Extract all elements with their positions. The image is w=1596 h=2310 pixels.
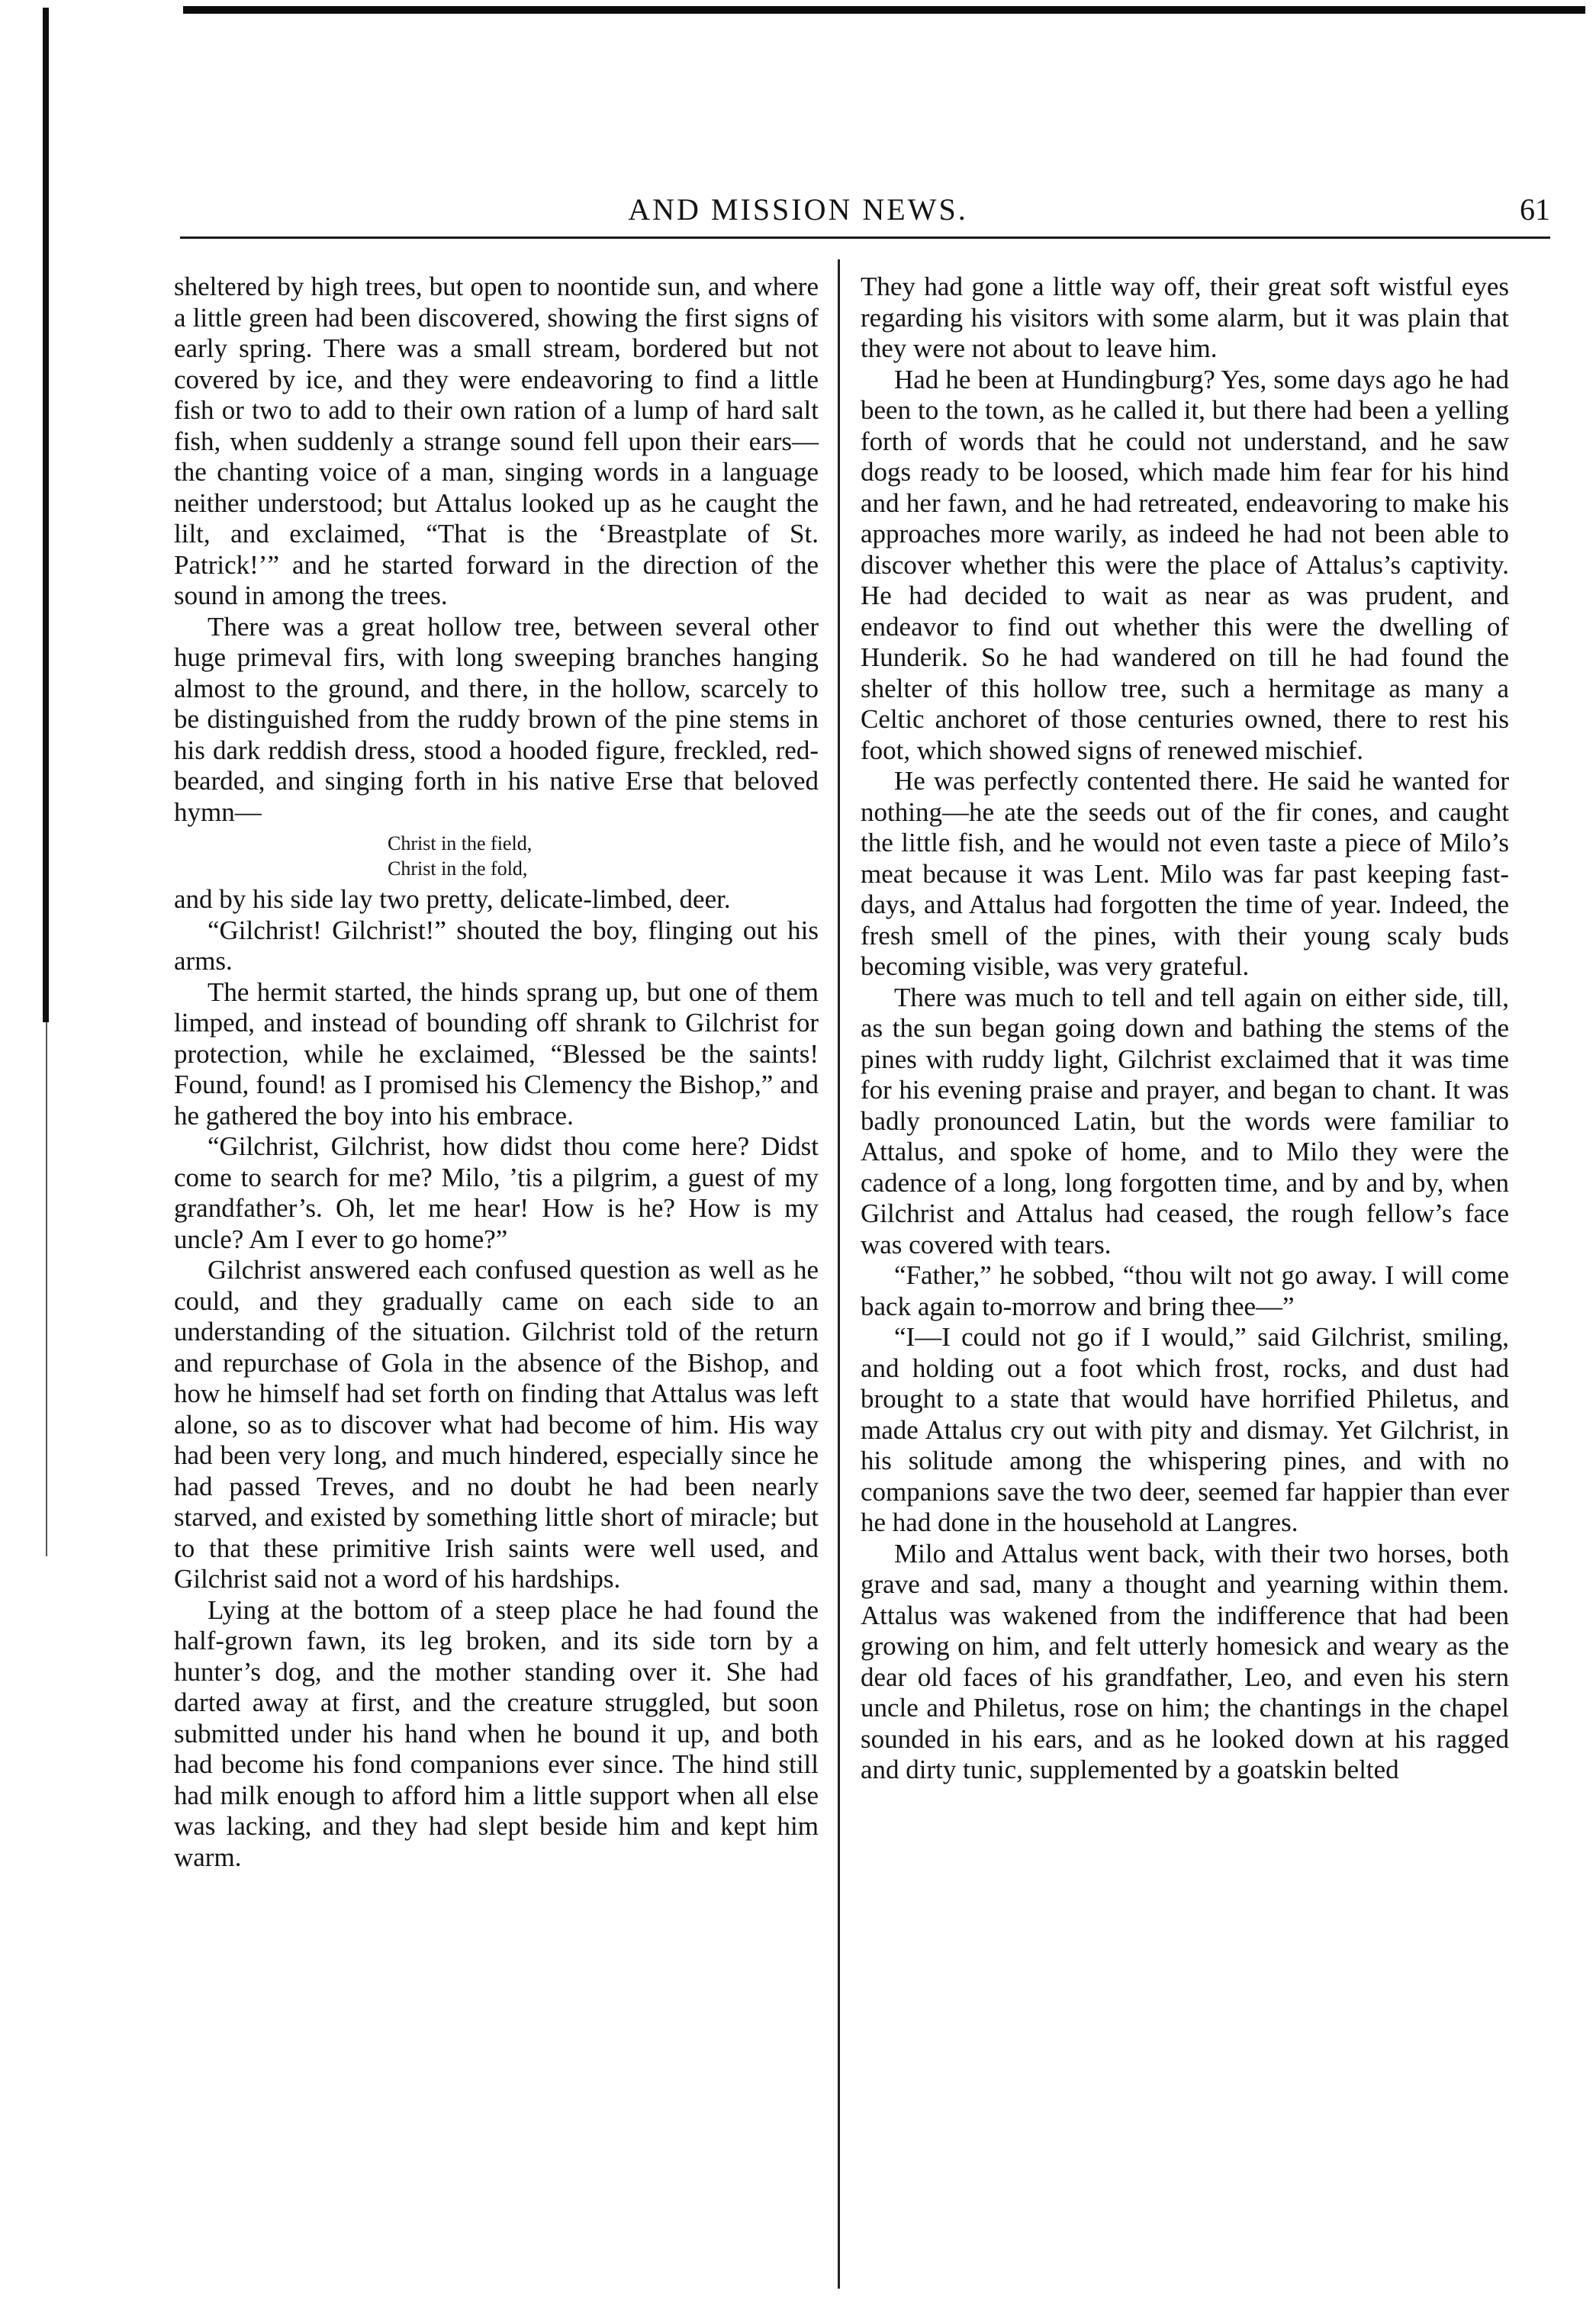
- verse-line: Christ in the fold,: [388, 857, 528, 880]
- paragraph: “Gilchrist! Gilchrist!” shouted the boy, flinging out his arms.: [174, 915, 819, 976]
- paragraph: They had gone a little way off, their great soft wistful eyes regarding his visitors with some alarm, but it was plain that they were not about to leave him.: [861, 272, 1509, 363]
- scan-binding-edge: [43, 8, 49, 1022]
- paragraph: Lying at the bottom of a steep place he had found the half-grown fawn, its leg broken, and its side torn by a hunter’s dog, and the mother standing over it. She had darted away at first, and the creature struggled, but soon submitted under his hand when he bound it up, and both had become his fond companions ever since. The hind still had milk enough to afford him a little support when all else was lacking, and they had slept beside him and kept him warm.: [174, 1594, 819, 1872]
- paragraph: “I—I could not go if I would,” said Gilchrist, smiling, and holding out a foot which frost, rocks, and dust had brought to a state that would have horrified Philetus, and made Attalus cry out with pity and dismay. Yet Gilchrist, in his solitude among the whispering pines, and with no companions save the two deer, seemed far happier than ever he had done in the household at Langres.: [861, 1322, 1509, 1537]
- paragraph: Gilchrist answered each confused question as well as he could, and they gradually came on each side to an understanding of the situation. Gilchrist told of the return and repurchase of Gola in the absence of the Bishop, and how he himself had set forth on finding that Attalus was left alone, so as to discover what had become of him. His way had been very long, and much hindered, especially since he had passed Treves, and no doubt he had been nearly starved, and existed by something little short of miracle; but to that these primitive Irish saints were well used, and Gilchrist said not a word of his hardships.: [174, 1255, 819, 1594]
- page-number: 61: [1520, 192, 1550, 227]
- running-title: AND MISSION NEWS.: [628, 192, 968, 227]
- scan-top-border: [183, 6, 1585, 14]
- paragraph: “Gilchrist, Gilchrist, how didst thou come here? Didst come to search for me? Milo, ’tis a pilgrim, a guest of my grandfather’s. Oh, let me hear! How is he? How is my uncle? Am I ever to go home?”: [174, 1131, 819, 1254]
- paragraph: There was a great hollow tree, between several other huge primeval firs, with long sweeping branches hanging almost to the ground, and there, in the hollow, scarcely to be distinguished from the ruddy brown of the pine stems in his dark reddish dress, stood a hooded figure, freckled, red-bearded, and singing forth in his native Erse that beloved hymn—: [174, 611, 819, 827]
- scan-binding-edge-lower: [46, 1022, 47, 1556]
- paragraph: He was perfectly contented there. He said he wanted for nothing—he ate the seeds out of the fir cones, and caught the little fish, and he would not even taste a piece of Milo’s meat because it was Lent. Milo was far past keeping fast-days, and Attalus had forgotten the time of year. Indeed, the fresh smell of the pines, with their young scaly buds becoming visible, was very grateful.: [861, 766, 1509, 981]
- verse-line: Christ in the field,: [388, 832, 533, 854]
- paragraph: The hermit started, the hinds sprang up, but one of them limped, and instead of bounding off shrank to Gilchrist for protection, while he exclaimed, “Blessed be the saints! Found, found! as I promised his Clemency the Bishop,” and he gathered the boy into his embrace.: [174, 976, 819, 1131]
- paragraph: Milo and Attalus went back, with their two horses, both grave and sad, many a thought and yearning within them. Attalus was wakened from the indifference that had been growing on him, and felt utterly homesick and weary as the dear old faces of his grandfather, Leo, and even his stern uncle and Philetus, rose on him; the chantings in the chapel sounded in his ears, and as he looked down at his ragged and dirty tunic, supplemented by a goatskin belted: [861, 1538, 1509, 1784]
- paragraph: and by his side lay two pretty, delicate-limbed, deer.: [174, 884, 731, 914]
- paragraph: There was much to tell and tell again on either side, till, as the sun began going down and bathing the stems of the pines with ruddy light, Gilchrist exclaimed that it was time for his evening praise and prayer, and began to chant. It was badly pronounced Latin, but the words were familiar to Attalus, and spoke of home, and to Milo they were the cadence of a long, long forgotten time, and by and by, when Gilchrist and Attalus had ceased, the rough fellow’s face was covered with tears.: [861, 982, 1509, 1260]
- paragraph: Had he been at Hundingburg? Yes, some days ago he had been to the town, as he called it, but there had been a yelling forth of words that he could not understand, and he saw dogs ready to be loosed, which made him fear for his hind and her fawn, and he had retreated, endeavoring to make his approaches more warily, as indeed he had not been able to discover whether this were the place of Attalus’s captivity. He had decided to wait as near as was prudent, and endeavor to find out whether this were the dwelling of Hunderik. So he had wandered on till he had found the shelter of this hollow tree, such a hermitage as many a Celtic anchoret of those centuries owned, there to rest his foot, which showed signs of renewed mischief.: [861, 364, 1509, 765]
- paragraph: “Father,” he sobbed, “thou wilt not go away. I will come back again to-morrow and bring thee—”: [861, 1260, 1509, 1321]
- paragraph: sheltered by high trees, but open to noontide sun, and where a little green had been discovered, showing the first signs of early spring. There was a small stream, bordered but not covered by ice, and they were endeavoring to find a little fish or two to add to their own ration of a lump of hard salt fish, when suddenly a strange sound fell upon their ears—the chanting voice of a man, singing words in a language neither understood; but Attalus looked up as he caught the lilt, and exclaimed, “That is the ‘Breastplate of St. Patrick!’” and he started forward in the direction of the sound in among the trees.: [174, 272, 819, 610]
- left-column: [174, 272, 819, 1873]
- header-rule: [180, 236, 1550, 239]
- column-divider: [838, 259, 840, 2289]
- hymn-verse: [174, 831, 819, 881]
- right-column: [861, 272, 1509, 1786]
